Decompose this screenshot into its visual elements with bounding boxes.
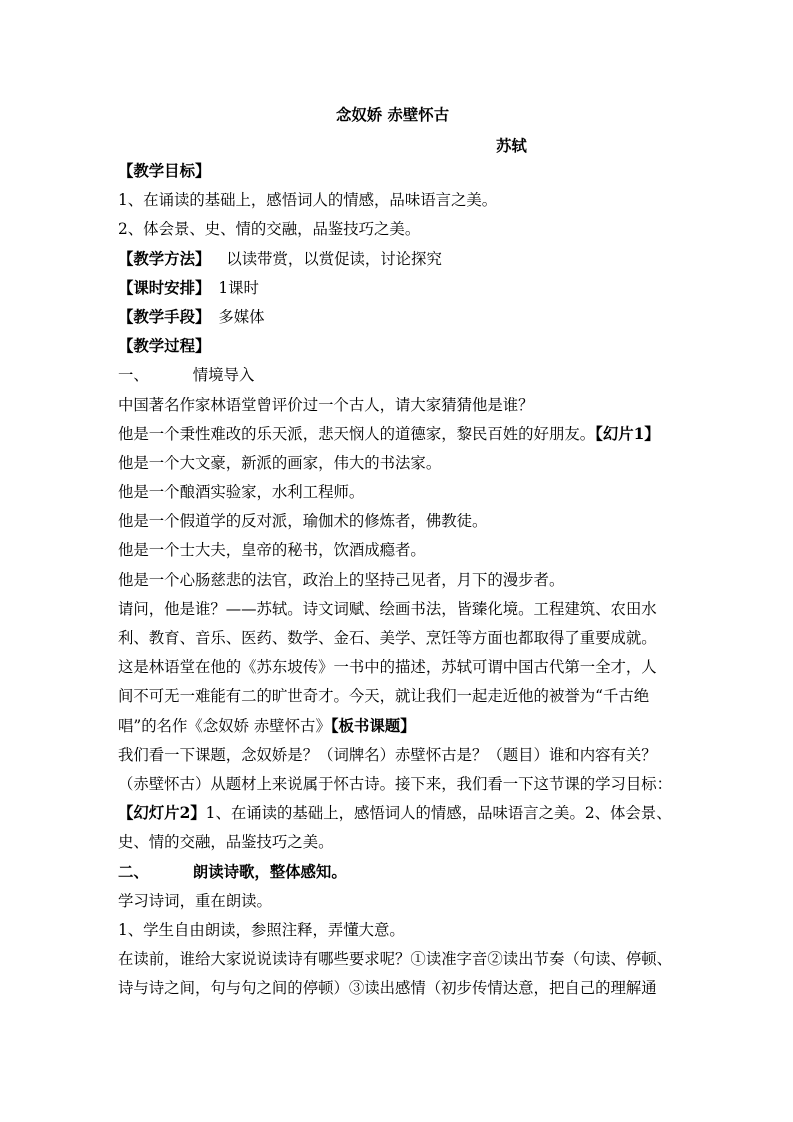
paragraph: 他是一个心肠慈悲的法官，政治上的坚持己见者，月下的漫步者。 xyxy=(118,570,565,589)
section-heading-means: 【教学手段】 xyxy=(118,307,211,326)
paragraph: 1、学生自由朗读，参照注释，弄懂大意。 xyxy=(118,920,405,939)
paragraph-text: 他是一个秉性难改的乐天派，悲天悯人的道德家，黎民百姓的好朋友。 xyxy=(118,424,596,443)
method-value: 以读带赏，以赏促读，讨论探究 xyxy=(226,249,442,268)
document-title: 念奴娇 赤壁怀古 xyxy=(336,106,450,124)
paragraph: 在读前，谁给大家说说读诗有哪些要求呢？①读准字音②读出节奏（句读、停顿、 xyxy=(118,950,673,969)
paragraph-text: 唱”的名作《念奴娇 赤壁怀古》 xyxy=(118,716,331,735)
paragraph: 利、教育、音乐、医药、数学、金石、美学、烹饪等方面也都取得了重要成就。 xyxy=(118,629,657,647)
paragraph: 他是一个士大夫，皇帝的秘书，饮酒成瘾者。 xyxy=(118,541,426,560)
section-heading-method: 【教学方法】 xyxy=(118,249,211,268)
paragraph: 他是一个大文豪，新派的画家，伟大的书法家。 xyxy=(118,453,442,472)
step-number: 一、 xyxy=(118,366,149,385)
slide-marker: 【幻片1】 xyxy=(595,424,660,443)
document-author: 苏轼 xyxy=(496,137,527,155)
paragraph: 他是一个酿酒实验家，水利工程师。 xyxy=(118,483,365,502)
paragraph: （赤壁怀古）从题材上来说属于怀古诗。接下来，我们看一下这节课的学习目标： xyxy=(118,774,673,793)
paragraph-with-slide xyxy=(118,799,686,828)
time-value: 1课时 xyxy=(218,278,259,297)
paragraph: 诗与诗之间，句与句之间的停顿）③读出感情（初步传情达意，把自己的理解通 xyxy=(118,979,657,998)
step-heading-1 xyxy=(118,361,686,390)
board-marker: 【板书课题】 xyxy=(330,716,416,735)
paragraph-text: 1、在诵读的基础上，感悟词人的情感，品味语言之美。2、体会景、 xyxy=(205,804,672,823)
means-value: 多媒体 xyxy=(218,307,265,326)
paragraph: 他是一个假道学的反对派，瑜伽术的修炼者，佛教徒。 xyxy=(118,512,488,531)
method-line xyxy=(118,245,686,274)
slide-marker: 【幻灯片2】 xyxy=(118,804,206,823)
paragraph: 史、情的交融，品鉴技巧之美。 xyxy=(118,833,334,852)
step-title: 情境导入 xyxy=(192,366,255,385)
paragraph: 1、在诵读的基础上，感悟词人的情感，品味语言之美。 xyxy=(118,191,498,210)
paragraph: 中国著名作家林语堂曾评价过一个古人，请大家猜猜他是谁？ xyxy=(118,395,534,414)
paragraph: 2、体会景、史、情的交融，品鉴技巧之美。 xyxy=(118,220,421,239)
paragraph: 请问，他是谁？——苏轼。诗文词赋、绘画书法，皆臻化境。工程建筑、农田水 xyxy=(118,599,657,618)
section-heading-goals: 【教学目标】 xyxy=(118,162,211,180)
paragraph: 学习诗词，重在朗读。 xyxy=(118,891,272,910)
step-title: 朗读诗歌，整体感知。 xyxy=(192,862,347,881)
document-body xyxy=(118,157,686,1003)
step-number: 二、 xyxy=(118,862,149,881)
step-heading-2 xyxy=(118,858,686,887)
paragraph: 这是林语堂在他的《苏东坡传》一书中的描述，苏轼可谓中国古代第一全才，人 xyxy=(118,658,657,677)
time-line xyxy=(118,274,686,303)
paragraph: 我们看一下课题，念奴娇是？（词牌名）赤壁怀古是？（题目）谁和内容有关？ xyxy=(118,745,657,764)
means-line xyxy=(118,303,686,332)
section-heading-process: 【教学过程】 xyxy=(118,337,211,356)
section-heading-time: 【课时安排】 xyxy=(118,278,211,297)
paragraph-with-slide xyxy=(118,420,686,449)
paragraph: 间不可无一难能有二的旷世奇才。今天，就让我们一起走近他的被誉为“千古绝 xyxy=(118,687,650,706)
paragraph-with-board xyxy=(118,712,686,741)
